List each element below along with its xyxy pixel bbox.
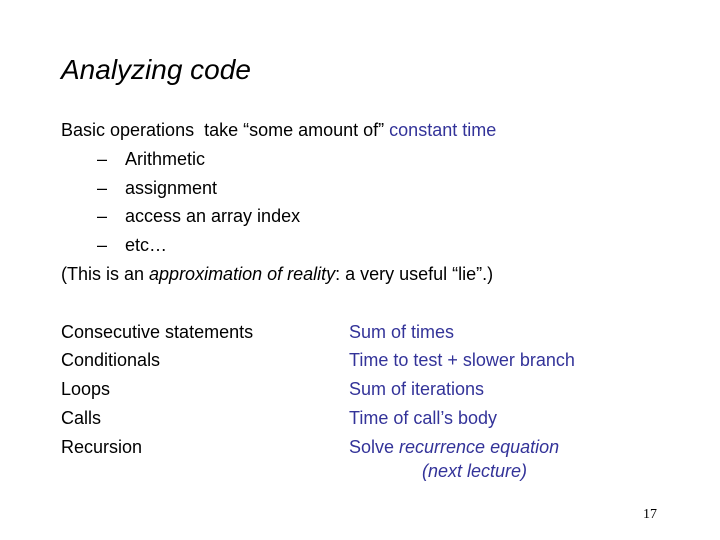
page-number: 17 <box>643 507 657 522</box>
bullet-item <box>97 205 300 227</box>
cost-text: Solve <box>349 437 400 457</box>
note-suffix: : a very useful “lie”.) <box>335 264 494 284</box>
cost-item: Sum of iterations <box>349 379 485 399</box>
cost-item: Sum of times <box>349 322 455 342</box>
approximation-note <box>61 263 493 285</box>
intro-line <box>61 119 496 141</box>
construct-item: Recursion <box>61 437 143 457</box>
bullet-text: etc… <box>125 235 168 255</box>
cost-emphasis: recurrence equation <box>399 437 560 457</box>
bullet-text: Arithmetic <box>125 149 206 169</box>
bullet-item <box>97 148 205 170</box>
cost-item: Time of call’s body <box>349 408 498 428</box>
bullet-text: access an array index <box>125 206 301 226</box>
construct-item: Loops <box>61 379 111 399</box>
bullet-dash: – <box>97 206 108 226</box>
bullet-item <box>97 177 217 199</box>
cost-item: Time to test + slower branch <box>349 350 575 370</box>
bullet-dash: – <box>97 149 108 169</box>
recursion-note: (next lecture) <box>422 461 528 481</box>
intro-prefix: Basic operations take “some amount of” <box>61 120 390 140</box>
bullet-dash: – <box>97 235 108 255</box>
slide-title: Analyzing code <box>61 54 251 85</box>
bullet-dash: – <box>97 178 108 198</box>
bullet-text: assignment <box>125 178 218 198</box>
bullet-item <box>97 234 167 256</box>
note-prefix: (This is an <box>61 264 150 284</box>
construct-item: Calls <box>61 408 102 428</box>
construct-item: Consecutive statements <box>61 322 254 342</box>
note-emphasis: approximation of reality <box>149 264 336 284</box>
intro-highlight: constant time <box>389 120 497 140</box>
construct-item: Conditionals <box>61 350 161 370</box>
cost-item <box>349 436 559 458</box>
